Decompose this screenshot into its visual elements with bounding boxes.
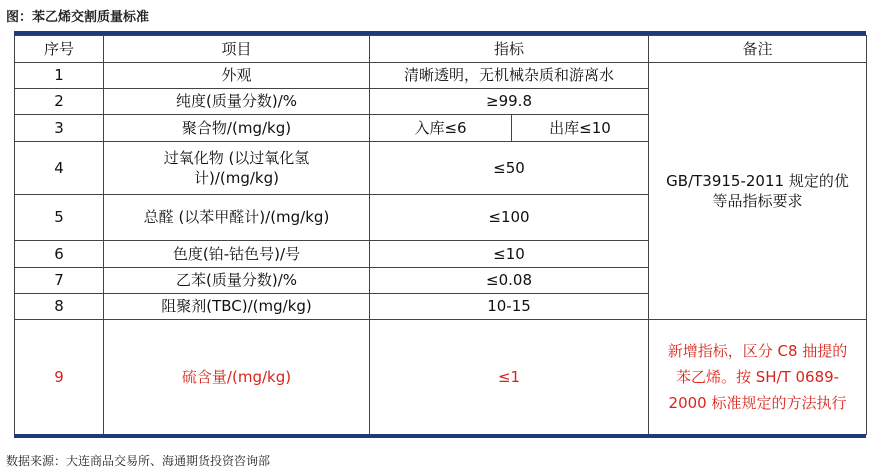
row-spec: ≤1 — [370, 320, 649, 435]
bottom-rule — [14, 434, 866, 438]
header-note: 备注 — [649, 36, 867, 63]
row-spec: ≥99.8 — [370, 89, 649, 115]
note-standard-text: GB/T3915-2011 规定的优等品指标要求 — [666, 171, 849, 210]
header-item: 项目 — [104, 36, 370, 63]
row-item: 外观 — [104, 63, 370, 89]
row-spec: ≤10 — [370, 241, 649, 268]
row-no: 5 — [15, 195, 104, 241]
row-item: 阻聚剂(TBC)/(mg/kg) — [104, 294, 370, 320]
row-no: 3 — [15, 115, 104, 142]
row-item-text: 过氧化物 (以过氧化氢计)/(mg/kg) — [163, 148, 310, 187]
row-no: 8 — [15, 294, 104, 320]
row-spec-out: 出库≤10 — [512, 115, 649, 142]
row-no: 9 — [15, 320, 104, 435]
note-new-text: 新增指标，区分 C8 抽提的苯乙烯。按 SH/T 0689-2000 标准规定的方法执行 — [667, 341, 848, 413]
row-item: 硫含量/(mg/kg) — [104, 320, 370, 435]
header-row — [15, 36, 867, 63]
table-row — [15, 63, 867, 89]
row-spec: ≤50 — [370, 142, 649, 195]
note-new — [649, 320, 867, 435]
row-item: 总醛 (以苯甲醛计)/(mg/kg) — [104, 195, 370, 241]
header-spec: 指标 — [370, 36, 649, 63]
row-spec-in: 入库≤6 — [370, 115, 512, 142]
figure-title: 图：苯乙烯交割质量标准 — [6, 10, 150, 25]
row-no: 4 — [15, 142, 104, 195]
source-note: 数据来源：大连商品交易所、海通期货投资咨询部 — [6, 454, 271, 468]
note-standard — [649, 63, 867, 320]
row-no: 1 — [15, 63, 104, 89]
table-row-highlight — [15, 320, 867, 435]
row-item: 纯度(质量分数)/% — [104, 89, 370, 115]
row-item: 聚合物/(mg/kg) — [104, 115, 370, 142]
row-spec: 10-15 — [370, 294, 649, 320]
header-no: 序号 — [15, 36, 104, 63]
row-spec: ≤100 — [370, 195, 649, 241]
quality-standard-table — [14, 35, 867, 435]
row-no: 7 — [15, 268, 104, 294]
row-no: 2 — [15, 89, 104, 115]
row-spec: 清晰透明，无机械杂质和游离水 — [370, 63, 649, 89]
row-spec: ≤0.08 — [370, 268, 649, 294]
row-item: 乙苯(质量分数)/% — [104, 268, 370, 294]
row-item: 色度(铂-钴色号)/号 — [104, 241, 370, 268]
row-item — [104, 142, 370, 195]
row-no: 6 — [15, 241, 104, 268]
